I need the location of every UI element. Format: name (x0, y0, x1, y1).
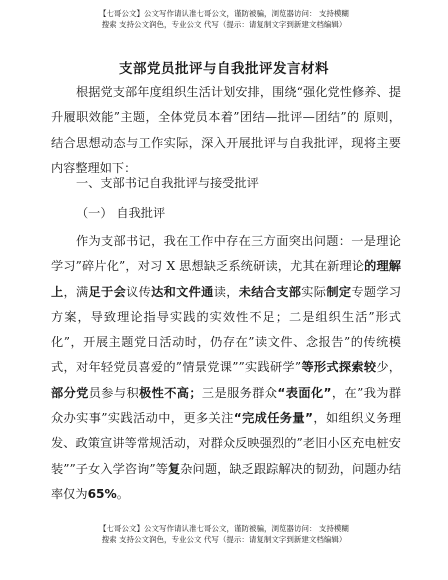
bold-run: 部分党 (51, 385, 89, 400)
bold-run: 未 (238, 284, 252, 299)
bold-run: 等形式探索较 (301, 360, 377, 375)
subsection-heading: （一） 自我批评 (76, 206, 166, 220)
intro-paragraph: 根据党支部年度组织生活计划安排，围绕“强化党性修养、提升履职效能”主题，全体党员本着”团结—批评—团结”的 原则，结合思想动态与工作实际，深入开展批评与自我批评，现将主要内容整理如下： (51, 85, 401, 175)
bold-run: “表面化” (277, 385, 332, 400)
bold-run: 达和文件通 (151, 284, 214, 299)
text-run: ，如组织义务理发、政策宣讲等常规活动，对群众反映强烈的”老旧小区充电桩安装””子女入学咨询”等 (51, 411, 402, 476)
document-title: 支部党员批评与自我批评发言材料 (119, 61, 329, 77)
text-run: ，在”我为群众办实事”实践活动中，更多关注 (51, 385, 402, 426)
text-run: 读， (213, 284, 239, 299)
header-line-2: 搜索 支持公文润色，专业公文 代写（提示：请复制文字到新建文档编辑） (101, 20, 347, 29)
text-run: 少， (376, 360, 401, 375)
bold-run: 65% (87, 486, 117, 501)
footer-line-2: 搜索 支持公文润色，专业公文 代写（提示：请复制文字到新建文档编辑） (101, 535, 347, 544)
bold-run: 复 (168, 461, 181, 476)
section-heading: 一、支部书记自我批评与接受批评 (76, 176, 259, 190)
text-run: 员参与积 (88, 385, 140, 400)
text-run: 专题学习方案，导致理论指导实践的实效性不足；二是组织生活”形式化”，开展主题党日活动时，仍存在”读文件、念报告”的传统模式，对年轻党员喜爱的”情景党课””实践研学” (51, 284, 402, 375)
page-header (0, 8, 448, 30)
bold-run: 极性不高； (139, 385, 202, 400)
bold-run: “完成任务量” (233, 411, 313, 426)
text-run: 实际 (301, 284, 327, 299)
text-run: ，满 (63, 284, 89, 299)
header-line-1: 【七哥公文】公文写作请认准七哥公文，谨防被骗，浏览器访问： 支持模糊 (99, 9, 349, 18)
bold-run: 结合支部 (251, 284, 302, 299)
self-criticism-paragraph (51, 229, 401, 507)
bold-run: 制定 (326, 284, 352, 299)
bold-run: 足于会 (88, 284, 127, 299)
bold-run: 的理解上 (51, 259, 401, 299)
text-run: 。 (116, 486, 129, 501)
text-run: 作为支部书记，我在工作中存在三方面突出问题：一是理论学习”碎片化”，对习 X 思想缺乏系统研读，尤其在新理论 (51, 234, 401, 274)
text-run: 杂问题，缺乏跟踪解决的韧劲，问题办结率仅为 (51, 461, 402, 501)
page-footer (0, 523, 448, 545)
footer-line-1: 【七哥公文】公文写作请认准七哥公文，谨防被骗，浏览器访问： 支持模糊 (99, 524, 349, 533)
text-run: 议传 (126, 284, 152, 299)
text-run: 三是服务群众 (201, 385, 278, 400)
